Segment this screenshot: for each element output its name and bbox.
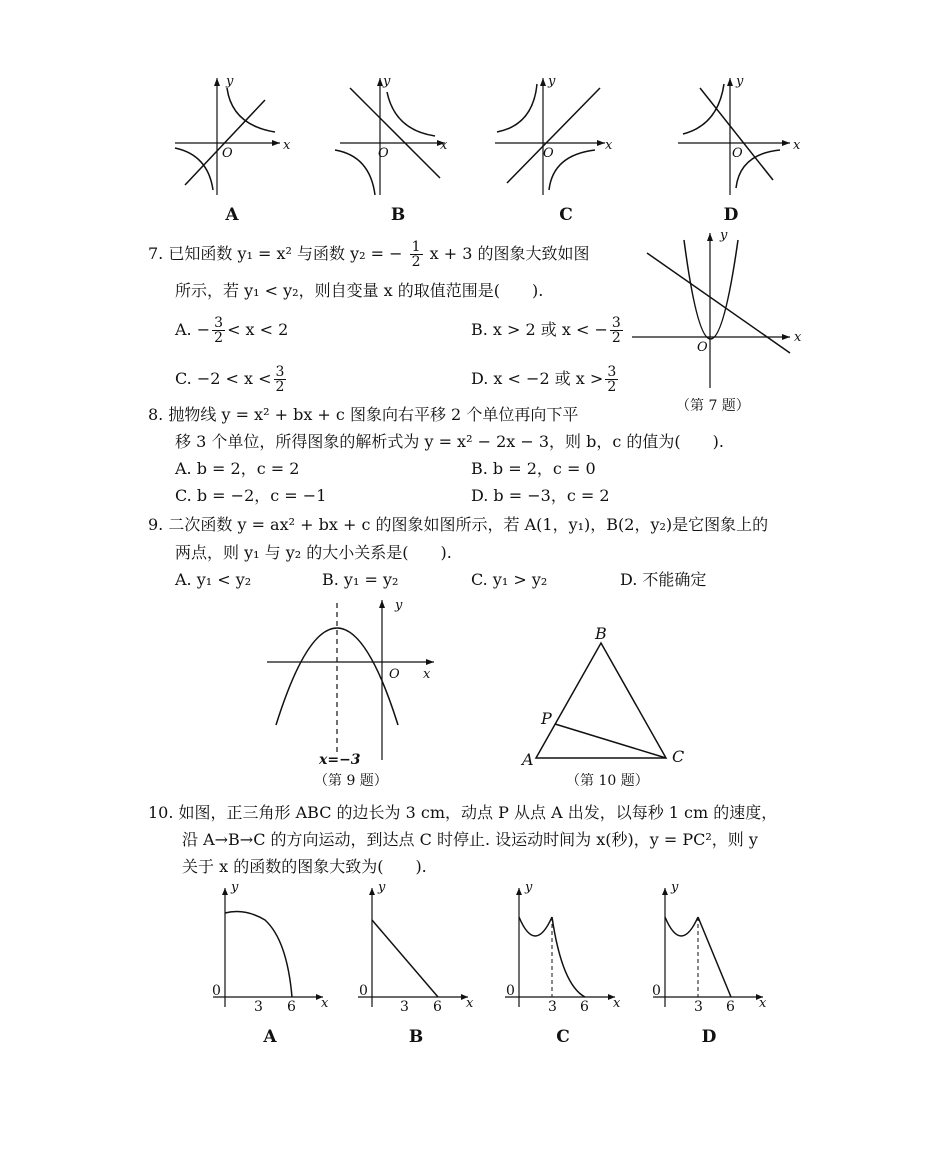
q10-point-c: C xyxy=(672,747,685,766)
q6-label-b: B xyxy=(390,205,406,225)
q6-graph-b xyxy=(335,70,465,200)
q10-caption: （第 10 题） xyxy=(566,773,649,789)
q8-line1: 8. 抛物线 y = x² + bx + c 图象向右平移 2 个单位再向下平 xyxy=(148,405,579,424)
q7-line1: 7. 已知函数 y₁ = x² 与函数 y₂ = − $\frac{1}{2}$ x + 3 的图象大致如图 xyxy=(148,239,590,270)
q10-a-tick3: 3 xyxy=(254,999,263,1015)
q6-c-y: y xyxy=(548,74,556,89)
q10-line2: 沿 A→B→C 的方向运动，到达点 C 时停止. 设运动时间为 x(秒)，y = PC²，则 y xyxy=(182,830,758,849)
q9-line2: 两点，则 y₁ 与 y₂ 的大小关系是( ). xyxy=(175,543,452,562)
q10-a-y: y xyxy=(231,880,239,895)
q6-d-y: y xyxy=(736,74,744,89)
q9-axis-label: x=−3 xyxy=(319,752,361,768)
q8-option-d: D. b = −3，c = 2 xyxy=(471,486,610,505)
q8-option-a: A. b = 2，c = 2 xyxy=(175,459,300,478)
q6-c-o: O xyxy=(543,146,554,161)
q7-y: y xyxy=(720,228,728,243)
q6-b-x: x xyxy=(440,138,448,153)
q10-c-zero: 0 xyxy=(506,983,515,999)
q10-graph-a xyxy=(205,880,335,1010)
q10-d-tick3: 3 xyxy=(694,999,703,1015)
q9-o: O xyxy=(389,667,400,682)
q10-point-p: P xyxy=(541,709,552,728)
q6-a-y: y xyxy=(226,74,234,89)
q7-caption: （第 7 题） xyxy=(676,398,750,414)
q10-d-x: x xyxy=(759,996,767,1011)
q6-graph-c xyxy=(495,70,625,200)
q10-line3: 关于 x 的函数的图象大致为( ). xyxy=(182,857,427,876)
q7-x: x xyxy=(794,330,802,345)
q10-c-tick3: 3 xyxy=(548,999,557,1015)
q10-label-d: D xyxy=(701,1027,717,1047)
q10-point-b: B xyxy=(595,624,607,643)
q9-line1: 9. 二次函数 y = ax² + bx + c 的图象如图所示，若 A(1，y₁)，B(2，y₂)是它图象上的 xyxy=(148,515,769,534)
q10-d-tick6: 6 xyxy=(726,999,735,1015)
q10-b-tick6: 6 xyxy=(433,999,442,1015)
q10-d-zero: 0 xyxy=(652,983,661,999)
q6-label-a: A xyxy=(225,205,239,225)
q9-x: x xyxy=(423,667,431,682)
q9-option-d: D. 不能确定 xyxy=(620,570,707,589)
q10-triangle xyxy=(530,638,690,768)
q10-graph-d xyxy=(645,880,775,1010)
q10-b-tick3: 3 xyxy=(400,999,409,1015)
q9-caption: （第 9 题） xyxy=(314,773,388,789)
q10-line1: 10. 如图，正三角形 ABC 的边长为 3 cm，动点 P 从点 A 出发，以每秒 1 cm 的速度， xyxy=(148,803,778,822)
q10-a-zero: 0 xyxy=(212,983,221,999)
q10-a-x: x xyxy=(321,996,329,1011)
q10-label-a: A xyxy=(263,1027,277,1047)
q10-b-y: y xyxy=(378,880,386,895)
q10-d-y: y xyxy=(671,880,679,895)
q10-a-tick6: 6 xyxy=(287,999,296,1015)
q7-option-d: D. x < −2 或 x > $\frac{3}{2}$ xyxy=(471,364,617,395)
q6-d-o: O xyxy=(732,146,743,161)
q9-option-c: C. y₁ > y₂ xyxy=(471,570,548,589)
q8-option-c: C. b = −2，c = −1 xyxy=(175,486,327,505)
q10-graph-b xyxy=(350,880,480,1010)
q6-label-c: C xyxy=(559,205,573,225)
q6-b-o: O xyxy=(378,146,389,161)
q6-b-y: y xyxy=(383,74,391,89)
q10-b-zero: 0 xyxy=(359,983,368,999)
q6-label-d: D xyxy=(723,205,739,225)
q6-a-x: x xyxy=(283,138,291,153)
q8-option-b: B. b = 2，c = 0 xyxy=(471,459,596,478)
q6-d-x: x xyxy=(793,138,801,153)
q10-graph-c xyxy=(497,880,627,1010)
q6-graph-a xyxy=(170,70,300,200)
q6-a-o: O xyxy=(222,146,233,161)
q9-option-a: A. y₁ < y₂ xyxy=(175,570,252,589)
q9-option-b: B. y₁ = y₂ xyxy=(322,570,399,589)
q6-c-x: x xyxy=(605,138,613,153)
q7-option-c: C. −2 < x < $\frac{3}{2}$ xyxy=(175,364,285,395)
q10-label-b: B xyxy=(408,1027,424,1047)
q10-point-a: A xyxy=(522,750,534,769)
q7-o: O xyxy=(697,340,708,355)
q10-c-x: x xyxy=(613,996,621,1011)
q7-line2: 所示，若 y₁ < y₂，则自变量 x 的取值范围是( ). xyxy=(175,281,544,300)
q7-figure xyxy=(632,228,812,393)
q7-option-a: A. − $\frac{3}{2}$ < x < 2 xyxy=(175,315,289,346)
q9-figure xyxy=(262,595,442,765)
q9-y: y xyxy=(395,598,403,613)
q8-line2: 移 3 个单位，所得图象的解析式为 y = x² − 2x − 3，则 b，c 的值为( ). xyxy=(175,432,724,451)
q10-c-y: y xyxy=(525,880,533,895)
q7-option-b: B. x > 2 或 x < − $\frac{3}{2}$ xyxy=(471,315,621,346)
q10-c-tick6: 6 xyxy=(580,999,589,1015)
q10-b-x: x xyxy=(466,996,474,1011)
q10-label-c: C xyxy=(556,1027,570,1047)
